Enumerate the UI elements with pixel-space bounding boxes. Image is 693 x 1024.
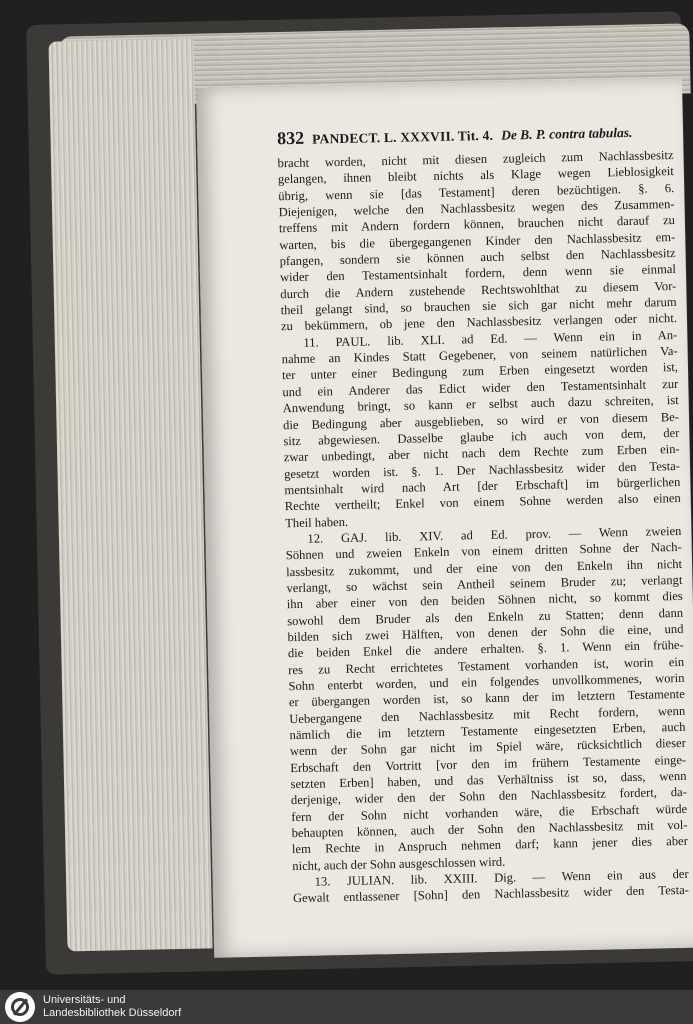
- text-line: derjenige, wider den der Sohn den Nachlassbesitz fordert, da-: [290, 785, 688, 808]
- page-number: 832: [276, 127, 305, 149]
- book-page-stack: [48, 39, 212, 952]
- text-line: Gewalt entlassener [Sohn] den Nachlassbesitz wider den Testa-: [292, 883, 690, 906]
- library-footer-bar: [0, 990, 693, 1024]
- text-line: fern der Sohn nicht vorhanden wäre, die Erbschaft würde: [291, 801, 688, 824]
- text-line: übrig, wenn sie [das Testament] deren bezüchtigen. §. 6.: [278, 180, 675, 203]
- section-heading-line: 13. JULIAN. lib. XXIII. Dig. — Wenn ein aus der: [314, 866, 689, 889]
- text-line: nicht, auch der Sohn ausgeschlossen wird.: [292, 854, 506, 873]
- library-name-line2: Landesbibliothek Düsseldorf: [43, 1007, 182, 1019]
- text-line: sowohl dem Bruder als den Enkeln zu Statten; denn dann: [287, 605, 684, 628]
- running-head-subtitle: De B. P. contra tabulas.: [500, 124, 633, 143]
- text-line: lassbesitz zukommt, und der eine von den Enkeln ihn nicht: [286, 556, 683, 579]
- text-line: bilden sich zwei Hälften, von denen der Sohn die eine, und: [287, 621, 684, 645]
- library-logo-glyph: [11, 998, 29, 1016]
- text-line: warten, bis die übergegangenen Kinder den Nachlassbesitz em-: [279, 229, 676, 253]
- text-line: mentsinhalt wird nach Art [der Erbschaft] im bürgerlichen: [284, 474, 681, 498]
- text-line: Söhnen und zweien Enkeln von einem dritten Sohne der Nach-: [285, 540, 682, 563]
- text-line: lem Rechte in Anspruch nehmen darf; kann jener dies aber: [291, 834, 689, 857]
- text-line: treffens mit Andern fordern können, brauchen nicht darauf zu: [278, 213, 676, 236]
- text-line: nämlich die im letztern Testamente eingesetzten Erben, auch: [289, 719, 686, 743]
- text-line: Theil haben.: [284, 514, 349, 530]
- text-line: Uebergangene den Nachlassbesitz mit Recht fordern, wenn: [289, 703, 686, 726]
- text-line: wider den Testamentsinhalt fordern, denn wenn sie einmal: [279, 262, 677, 285]
- running-head-title: PANDECT. L. XXXVII. Tit. 4.: [311, 127, 494, 147]
- text-line: durch die Andern zustehende Rechtswohlthat zu diesem Vor-: [280, 278, 677, 302]
- section-heading-line: 11. PAUL. lib. XLI. ad Ed. — Wenn ein in An-: [303, 327, 678, 350]
- text-line: Erbschaft den Vortritt [vor den im frühern Testamente einge-: [290, 752, 687, 775]
- text-line: und ein Anderer das Edict wider den Testamentsinhalt zur: [282, 376, 679, 400]
- library-logo-icon[interactable]: [5, 992, 35, 1022]
- text-line: Diejenigen, welche den Nachlassbesitz wegen des Zusammen-: [278, 197, 675, 220]
- text-line: bracht worden, nicht mit diesen zugleich zum Nachlassbesitz: [277, 148, 674, 171]
- library-name[interactable]: [43, 994, 181, 1020]
- text-line: gesetzt worden ist. §. 1. Der Nachlassbesitz wider den Testa-: [283, 458, 681, 481]
- text-line: Anwendung bringt, so kann er selbst auch dazu schreiten, ist: [282, 393, 679, 416]
- text-line: ihn aber einer von den beiden Söhnen nicht, so kommt dies: [286, 589, 683, 612]
- text-line: pfangen, sondern sie können auch selbst den Nachlassbesitz: [279, 246, 676, 269]
- text-line: die Bedingung aber ausgeblieben, so wird er von diesem Be-: [282, 409, 680, 432]
- text-line: zu bekümmern, ob jene den Nachlassbesitz verlangen oder nicht.: [280, 311, 678, 334]
- book-page: [196, 78, 693, 958]
- text-line: zwar unbedingt, aber nicht nach dem Rechte zum Erben ein-: [283, 442, 680, 465]
- text-line: sitz abgewiesen. Dasselbe glaube ich auch von dem, der: [283, 425, 680, 449]
- text-line: er übergangen worden ist, so kann der im letztern Testamente: [288, 687, 685, 710]
- text-line: nahme an Kindes Statt Gegebener, von seinem natürlichen Va-: [281, 344, 678, 367]
- text-line: wenn der Sohn gar nicht im Spiel wäre, rücksichtlich dieser: [289, 736, 686, 759]
- text-line: res zu Recht errichtetes Testament vorhanden ist, worin ein: [288, 654, 685, 677]
- text-line: behaupten können, auch der Sohn den Nachlassbesitz mit vol-: [291, 817, 688, 841]
- text-line: setzten Erben] haben, und das Verhältniss ist so, dass, wenn: [290, 768, 687, 792]
- text-line: gelangen, ihnen bleibt nichts als Klage wegen Lieblosigkeit: [277, 164, 674, 187]
- text-line: ter unter einer Bedingung zum Erben eingesetzt worden ist,: [281, 360, 679, 383]
- running-head: [277, 120, 673, 149]
- text-line: Sohn enterbt worden, und ein folgendes unvollkommenes, worin: [288, 670, 685, 694]
- text-line: Rechte vertheilt; Enkel von einem Sohne werden also einen: [284, 491, 681, 514]
- page-text-block: [277, 120, 689, 907]
- library-name-line1: Universitäts- und: [43, 994, 126, 1006]
- text-line: theil gelangt sind, so brauchen sie sich gar nicht mehr darum: [280, 295, 677, 318]
- text-line: verlangt, so wächst sein Antheil seinem Bruder zu; verlangt: [286, 572, 683, 596]
- text-line: die beiden Enkel die andere erhalten. §. 1. Wenn ein frühe-: [287, 638, 684, 661]
- section-heading-line: 12. GAJ. lib. XIV. ad Ed. prov. — Wenn zweien: [307, 523, 682, 546]
